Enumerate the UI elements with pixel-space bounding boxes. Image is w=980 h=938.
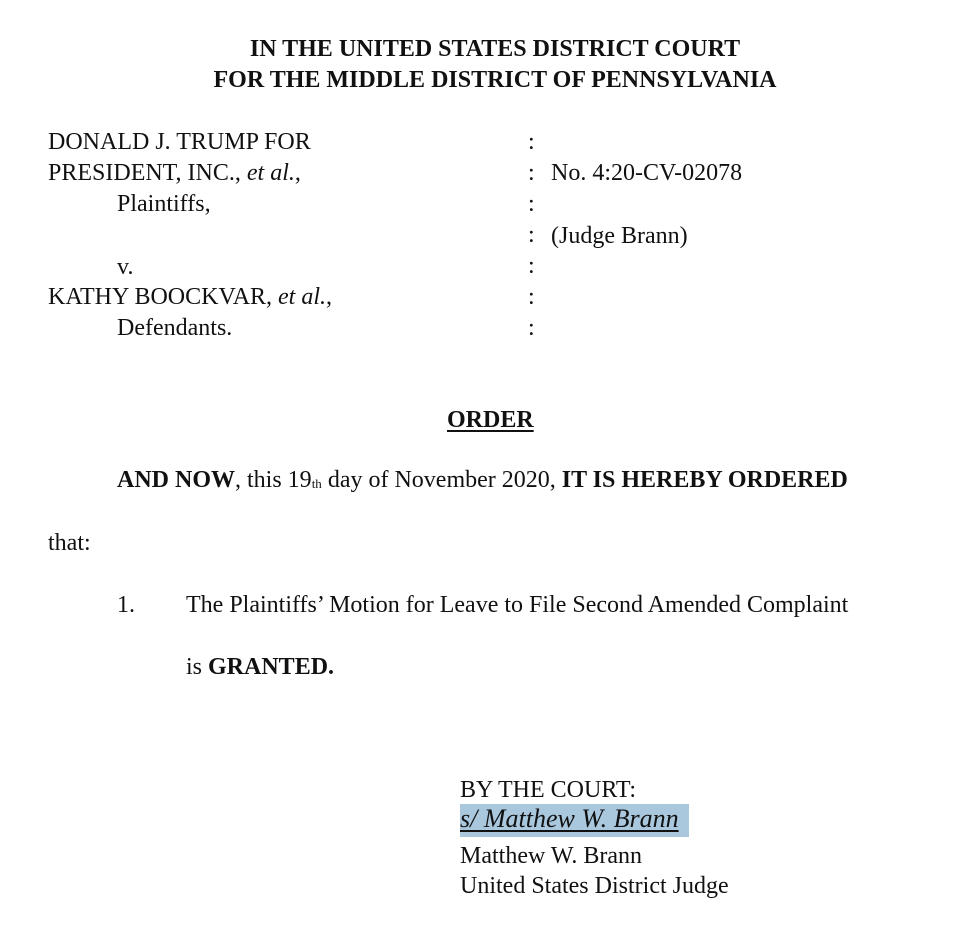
item-number: 1. xyxy=(117,592,135,618)
granted-text: GRANTED. xyxy=(208,654,335,680)
court-name-line2: FOR THE MIDDLE DISTRICT OF PENNSYLVANIA xyxy=(213,67,777,93)
plaintiff-name-text: PRESIDENT, INC., xyxy=(48,160,247,186)
defendant-et-al: et al. xyxy=(278,284,327,310)
electronic-signature: s/ Matthew W. Brann xyxy=(460,804,689,837)
caption-colon: : xyxy=(528,284,535,310)
case-number: No. 4:20-CV-02078 xyxy=(551,160,743,186)
judge-label: (Judge Brann) xyxy=(551,223,688,249)
judge-name: Matthew W. Brann xyxy=(460,843,642,869)
by-the-court: BY THE COURT: xyxy=(460,777,637,803)
defendants-label: Defendants. xyxy=(117,315,233,341)
court-name-line1: IN THE UNITED STATES DISTRICT COURT xyxy=(249,36,741,62)
caption-colon: : xyxy=(528,160,535,186)
date-ordinal: th xyxy=(311,476,322,491)
defendant-name-text: KATHY BOOCKVAR, xyxy=(48,284,279,310)
order-title: ORDER xyxy=(447,407,534,433)
defendant-name xyxy=(48,284,332,311)
caption-colon: : xyxy=(528,191,535,217)
plaintiff-name-line1: DONALD J. TRUMP FOR xyxy=(48,129,311,155)
and-now-text: AND NOW xyxy=(117,467,235,493)
intro-month-text: day of November 2020, xyxy=(321,467,562,493)
plaintiff-et-al: et al. xyxy=(246,160,295,186)
order-intro xyxy=(117,467,848,494)
caption-colon: : xyxy=(528,253,535,279)
hereby-ordered-text: IT IS HEREBY ORDERED xyxy=(561,467,848,493)
plaintiffs-label: Plaintiffs, xyxy=(117,191,211,217)
caption-colon: : xyxy=(528,129,535,155)
plaintiff-comma: , xyxy=(294,160,301,186)
item-text-line2 xyxy=(186,654,334,681)
judge-title: United States District Judge xyxy=(460,873,729,899)
versus-label: v. xyxy=(117,254,134,280)
item-text-line1: The Plaintiffs’ Motion for Leave to File Second Amended Complaint xyxy=(186,592,849,618)
item-is-text: is xyxy=(186,654,209,680)
plaintiff-name-line2 xyxy=(48,160,301,187)
defendant-comma: , xyxy=(326,284,333,310)
caption-colon: : xyxy=(528,315,535,341)
order-that: that: xyxy=(48,530,91,556)
caption-colon: : xyxy=(528,222,535,248)
intro-date-text: , this 19 xyxy=(235,467,312,493)
